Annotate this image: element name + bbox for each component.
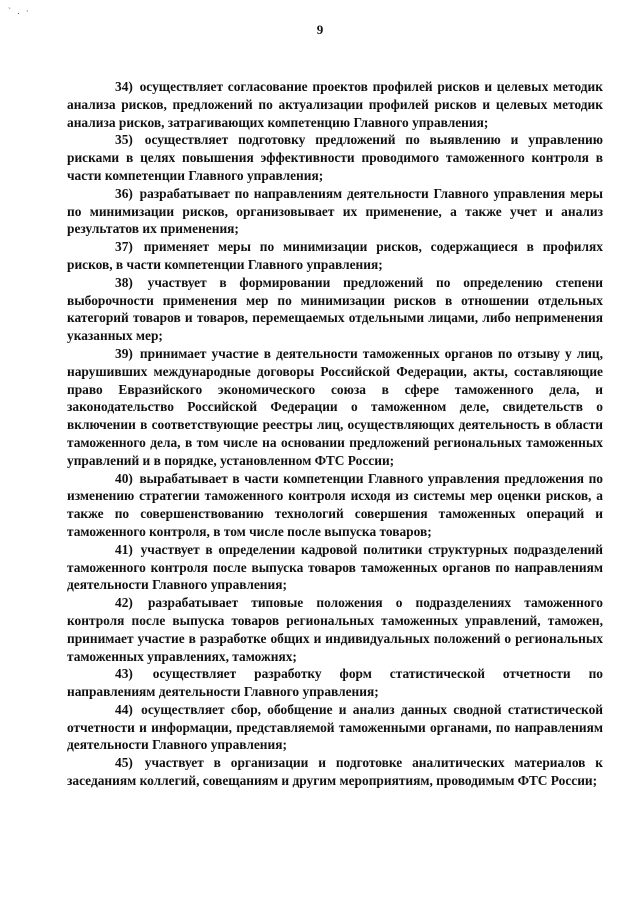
item-number: 36) (115, 185, 133, 201)
item-text: участвует в определении кадровой политики структурных подразделений таможенного контроля после выпуска товаров таможенных органов по направлениям деятельности Главного управления; (67, 541, 603, 593)
list-item (67, 470, 603, 541)
item-number: 39) (115, 345, 133, 361)
list-item (67, 754, 603, 790)
item-text: осуществляет подготовку предложений по выявлению и управлению рисками в целях повышения эффективности проводимого таможенного контроля в части компетенции Главного управления; (67, 132, 603, 183)
item-number: 43) (115, 666, 133, 682)
item-number: 41) (115, 541, 133, 557)
list-item (67, 78, 603, 131)
item-number: 38) (115, 274, 133, 290)
item-text: участвует в организации и подготовке аналитических материалов к заседаниям коллегий, совещаниям и другим мероприятиям, проводимым ФТС России; (67, 755, 603, 789)
scan-marks: ` . · (8, 6, 31, 16)
item-text: участвует в формировании предложений по определению степени выборочности применения мер по минимизации рисков в отношении отдельных категорий товаров и товаров, перемещаемых отдельными лицами, либо неприменения указанных мер; (67, 274, 603, 344)
item-number: 45) (115, 755, 133, 771)
item-text: разрабатывает типовые положения о подразделениях таможенного контроля после выпуска товаров региональных таможенных управлений, таможен, принимает участие в разработке общих и индивидуальных положений о региональных таможенных управлениях, таможнях; (67, 595, 603, 664)
item-number: 37) (115, 239, 133, 255)
list-item (67, 665, 603, 701)
item-text: осуществляет разработку форм статистической отчетности по направлениям деятельности Главного управления; (67, 666, 603, 700)
list-item (67, 131, 603, 184)
item-text: вырабатывает в части компетенции Главного управления предложения по изменению стратегии таможенного контроля исходя из системы мер оценки рисков, а также по совершенствованию технологий совершения таможенных операций и таможенного контроля, в том числе после выпуска товаров; (67, 470, 603, 539)
list-item (67, 541, 603, 594)
item-text: разрабатывает по направлениям деятельности Главного управления меры по минимизации рисков, организовывает их применение, а также учет и анализ результатов их применения; (67, 185, 603, 237)
list-item (67, 345, 603, 470)
item-number: 35) (115, 132, 133, 148)
item-text: осуществляет согласование проектов профилей рисков и целевых методик анализа рисков, предложений по актуализации профилей рисков и целевых методик анализа рисков, затрагивающих компетенцию Главного управления; (67, 79, 603, 130)
list-item (67, 185, 603, 238)
item-number: 42) (115, 595, 133, 611)
list-item (67, 238, 603, 274)
item-text: осуществляет сбор, обобщение и анализ данных сводной статистической отчетности и информации, представляемой таможенными органами, по направлениям деятельности Главного управления; (67, 701, 603, 753)
list-item (67, 274, 603, 345)
item-number: 34) (115, 79, 133, 94)
item-number: 44) (115, 701, 133, 717)
document-body (67, 78, 603, 790)
item-text: применяет меры по минимизации рисков, содержащиеся в профилях рисков, в части компетенции Главного управления; (67, 239, 603, 272)
list-item (67, 701, 603, 754)
item-number: 40) (115, 470, 133, 486)
list-item (67, 594, 603, 665)
item-text: принимает участие в деятельности таможенных органов по отзыву у лиц, нарушивших международные договоры Российской Федерации, акты, составляющие право Евразийского экономического союза в сфере таможенного дела, и законодательство Российской Федерации о таможенном деле, свидетельств о включении в соответствующие реестры лиц, осуществляющих деятельность в области таможенного дела, в том числе на основании предложений региональных таможенных управлений и в порядке, установленном ФТС России; (67, 345, 603, 468)
page-number: 9 (316, 22, 324, 37)
